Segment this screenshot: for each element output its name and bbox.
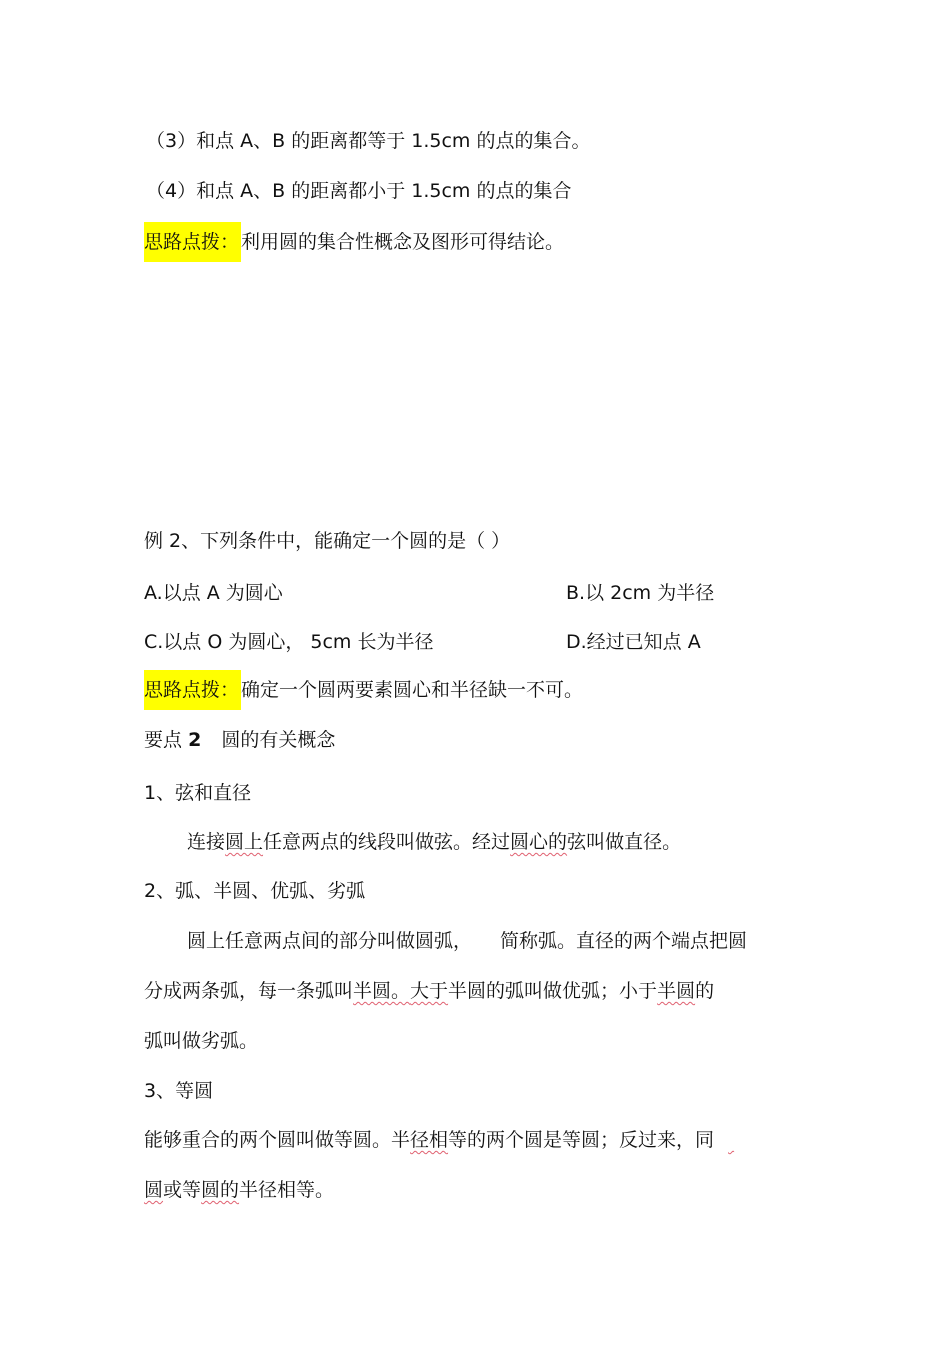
hint-text: 确定一个圆两要素圆心和半径缺一不可。 — [241, 679, 584, 701]
section-2-line-3: 弧叫做劣弧。 — [144, 1030, 259, 1052]
section-3-line-2: 圆或等圆的半径相等。 — [144, 1179, 335, 1201]
section-2-line-1: 圆上任意两点间的部分叫做圆弧， 简称弧。直径的两个端点把圆 — [187, 930, 748, 952]
section-2-line-2: 分成两条弧，每一条弧叫半圆。大于半圆的弧叫做优弧；小于半圆的 — [144, 980, 715, 1002]
option-b: B.以 2cm 为半径 — [566, 582, 715, 604]
hint-label: 思路点拨： — [144, 670, 241, 710]
option-c: C.以点 O 为圆心， 5cm 长为半径 — [144, 631, 434, 653]
item-4: （4）和点 A、B 的距离都小于 1.5cm 的点的集合 — [146, 180, 572, 202]
heading-number: 2 — [188, 729, 202, 751]
point-2-heading — [144, 726, 335, 754]
example-2-question: 例 2、下列条件中，能确定一个圆的是（ ） — [144, 530, 511, 552]
heading-title: 圆的有关概念 — [221, 729, 336, 751]
section-3-line-1: 能够重合的两个圆叫做等圆。半径相等的两个圆是等圆；反过来，同 — [144, 1129, 715, 1151]
option-d: D.经过已知点 A — [566, 631, 701, 653]
hint-text: 利用圆的集合性概念及图形可得结论。 — [241, 231, 565, 253]
hint-1 — [144, 222, 564, 262]
item-3: （3）和点 A、B 的距离都等于 1.5cm 的点的集合。 — [146, 130, 591, 152]
section-3-title: 3、等圆 — [144, 1080, 214, 1102]
section-2-title: 2、弧、半圆、优弧、劣弧 — [144, 880, 366, 902]
heading-prefix: 要点 — [144, 729, 183, 751]
hint-label: 思路点拨： — [144, 222, 241, 262]
hint-2 — [144, 670, 583, 710]
option-a: A.以点 A 为圆心 — [144, 582, 283, 604]
section-1-title: 1、弦和直径 — [144, 782, 252, 804]
section-1-text: 连接圆上任意两点的线段叫做弦。经过圆心的弦叫做直径。 — [187, 831, 682, 853]
